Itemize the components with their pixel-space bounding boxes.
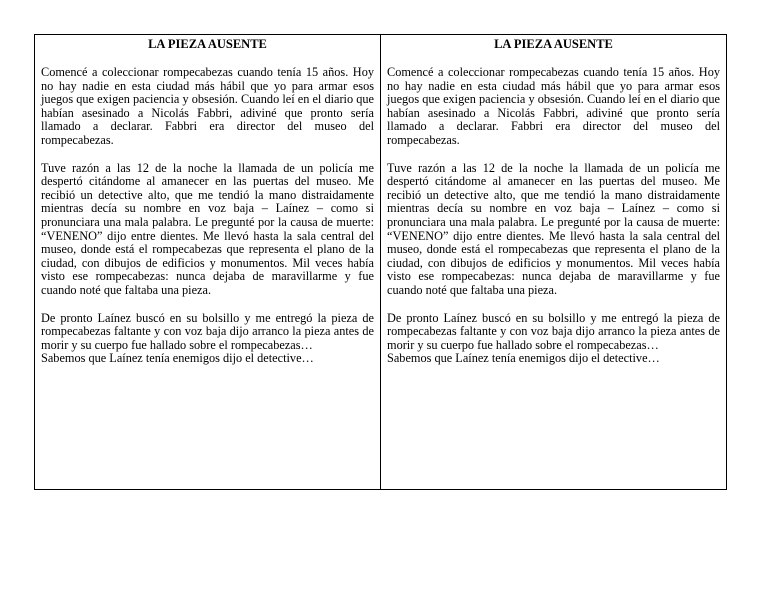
story-paragraph: Comencé a coleccionar rompecabezas cuando tenía 15 años. Hoy no hay nadie en esta ciudad más hábil que yo para armar esos juegos que exigen paciencia y obsesión. Cuando leí en el diario que habían asesinado a Nicolás Fabbri, adiviné que pronto sería llamado a declarar. Fabbri era director del museo del rompecabezas. [41,65,374,147]
story-closing-line: Sabemos que Laínez tenía enemigos dijo el detective… [387,351,660,366]
story-paragraph: De pronto Laínez buscó en su bolsillo y me entregó la pieza de rompecabezas faltante y con voz baja dijo arranco la pieza antes de morir y su cuerpo fue hallado sobre el rompecabezas… [387,310,720,352]
story-column-left [35,35,380,489]
story-closing-line: Sabemos que Laínez tenía enemigos dijo el detective… [41,351,314,366]
story-paragraph: De pronto Laínez buscó en su bolsillo y me entregó la pieza de rompecabezas faltante y con voz baja dijo arranco la pieza antes de morir y su cuerpo fue hallado sobre el rompecabezas… [41,310,374,352]
story-title: LA PIEZA AUSENTE [148,37,267,51]
story-paragraph: Tuve razón a las 12 de la noche la llamada de un policía me despertó citándome al amanecer en las puertas del museo. Me recibió un detective alto, que me tendió la mano distraidamente mientras decía su nombre en voz baja – Laínez – como si pronunciara una mala palabra. Le pregunté por la causa de muerte: “VENENO” dijo entre dientes. Me llevó hasta la sala central del museo, donde está el rompecabezas que representa el plano de la ciudad, con dibujos de edificios y monumentos. Mil veces había visto ese rompecabezas: nunca dejaba de maravillarme y fue cuando noté que faltaba una pieza. [387,160,720,297]
story-table [34,34,727,490]
story-paragraph: Comencé a coleccionar rompecabezas cuando tenía 15 años. Hoy no hay nadie en esta ciudad más hábil que yo para armar esos juegos que exigen paciencia y obsesión. Cuando leí en el diario que habían asesinado a Nicolás Fabbri, adiviné que pronto sería llamado a declarar. Fabbri era director del museo del rompecabezas. [387,65,720,147]
story-title: LA PIEZA AUSENTE [494,37,613,51]
story-column-right [380,35,726,489]
story-paragraph: Tuve razón a las 12 de la noche la llamada de un policía me despertó citándome al amanecer en las puertas del museo. Me recibió un detective alto, que me tendió la mano distraidamente mientras decía su nombre en voz baja – Laínez – como si pronunciara una mala palabra. Le pregunté por la causa de muerte: “VENENO” dijo entre dientes. Me llevó hasta la sala central del museo, donde está el rompecabezas que representa el plano de la ciudad, con dibujos de edificios y monumentos. Mil veces había visto ese rompecabezas: nunca dejaba de maravillarme y fue cuando noté que faltaba una pieza. [41,160,374,297]
